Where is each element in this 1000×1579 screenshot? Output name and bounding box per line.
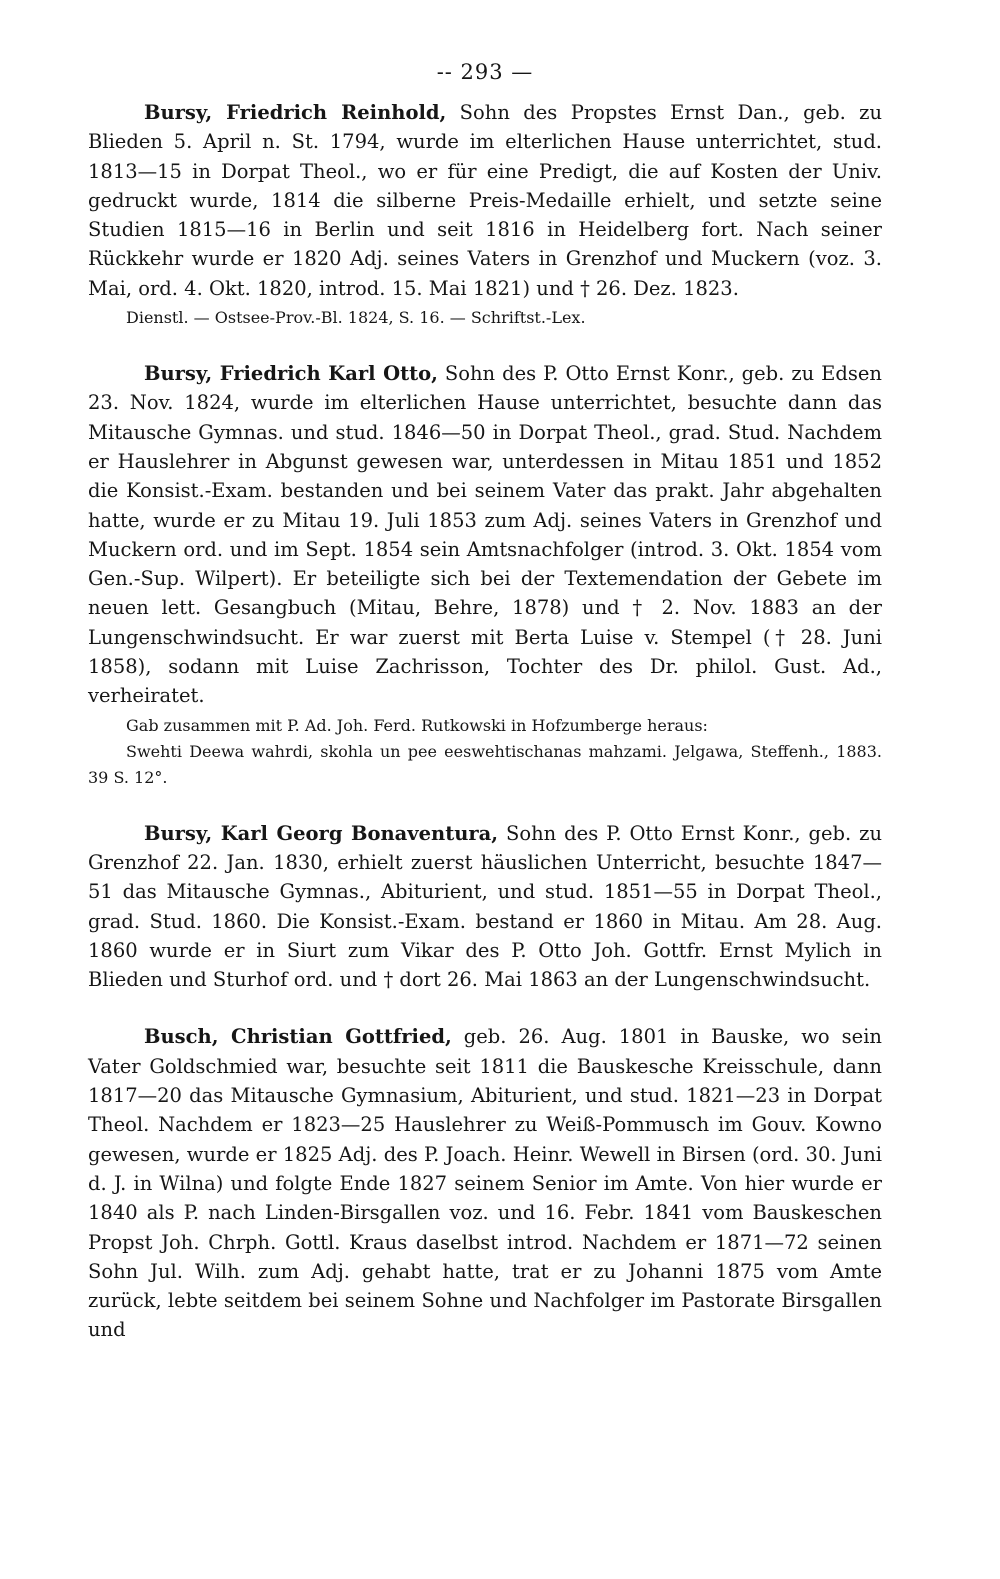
entry-bursy-karl-georg-bonaventura — [88, 819, 882, 995]
entry-body — [88, 819, 882, 995]
entry-busch-christian-gottfried — [88, 1022, 882, 1344]
entry-notes — [88, 713, 882, 791]
entry-bursy-friedrich-reinhold — [88, 98, 882, 331]
entry-notes — [88, 305, 882, 331]
entry-body — [88, 1022, 882, 1344]
entry-text: Sohn des P. Otto Ernst Konr., geb. zu Edsen 23. Nov. 1824, wurde im elterlichen Hause unterrichtet, besuchte dann das Mitausche Gymnas. und stud. 1846—50 in Dorpat Theol., grad. Stud. Nachdem er Hauslehrer in Abgunst gewesen war, unterdessen in Mitau 1851 und 1852 die Konsist.-Exam. bestanden und bei seinem Vater das prakt. Jahr abgehalten hatte, wurde er zu Mitau 19. Juli 1853 zum Adj. seines Vaters in Grenzhof und Muckern ord. und im Sept. 1854 sein Amtsnachfolger (introd. 3. Okt. 1854 vom Gen.-Sup. Wilpert). Er beteiligte sich bei der Textemendation der Gebete im neuen lett. Gesangbuch (Mitau, Behre, 1878) und † 2. Nov. 1883 an der Lungenschwindsucht. Er war zuerst mit Berta Luise v. Stempel († 28. Juni 1858), sodann mit Luise Zachrisson, Tochter des Dr. philol. Gust. Ad., verheiratet. — [88, 362, 882, 708]
entry-text: Sohn des P. Otto Ernst Konr., geb. zu Grenzhof 22. Jan. 1830, erhielt zuerst häuslichen Unterricht, besuchte 1847—51 das Mitausche Gymnas., Abiturient, und stud. 1851—55 in Dorpat Theol., grad. Stud. 1860. Die Konsist.-Exam. bestand er 1860 in Mitau. Am 28. Aug. 1860 wurde er in Siurt zum Vikar des P. Otto Joh. Gottfr. Ernst Mylich in Blieden und Sturhof ord. und † dort 26. Mai 1863 an der Lungenschwindsucht. — [88, 821, 883, 992]
note-line: Dienstl. — Ostsee-Prov.-Bl. 1824, S. 16. — Schriftst.-Lex. — [126, 308, 586, 328]
page-number: -- 293 — — [436, 60, 534, 84]
entry-bursy-friedrich-karl-otto — [88, 359, 882, 791]
entry-text: geb. 26. Aug. 1801 in Bauske, wo sein Vater Goldschmied war, besuchte seit 1811 die Bauskesche Kreisschule, dann 1817—20 das Mitausche Gymnasium, Abiturient, und stud. 1821—23 in Dorpat Theol. Nachdem er 1823—25 Hauslehrer zu Weiß-Pommusch im Gouv. Kowno gewesen, wurde er 1825 Adj. des P. Joach. Heinr. Wewell in Birsen (ord. 30. Juni d. J. in Wilna) und folgte Ende 1827 seinem Senior im Amte. Von hier wurde er 1840 als P. nach Linden-Birsgallen voz. und 16. Febr. 1841 vom Bauskeschen Propst Joh. Chrph. Gottl. Kraus daselbst introd. Nachdem er 1871—72 seinen Sohn Jul. Wilh. zum Adj. gehabt hatte, trat er zu Johanni 1875 vom Amte zurück, lebte seitdem bei seinem Sohne und Nachfolger im Pastorate Birsgallen und — [88, 1025, 882, 1342]
note-line: Gab zusammen mit P. Ad. Joh. Ferd. Rutkowski in Hofzumberge heraus: — [126, 715, 708, 735]
entry-body — [88, 359, 882, 711]
entry-name: Bursy, Friedrich Karl Otto, — [144, 362, 438, 386]
note-line: Swehti Deewa wahrdi, skohla un pee eeswehtischanas mahzami. Jelgawa, Steffenh., 1883. 39 S. 12°. — [88, 741, 882, 787]
entry-body — [88, 98, 882, 303]
entry-name: Bursy, Friedrich Reinhold, — [144, 101, 447, 124]
entry-name: Busch, Christian Gottfried, — [144, 1025, 452, 1049]
entry-text: Sohn des Propstes Ernst Dan., geb. zu Blieden 5. April n. St. 1794, wurde im elterlichen Hause unterrichtet, stud. 1813—15 in Dorpat Theol., wo er für eine Predigt, die auf Kosten der Univ. gedruckt wurde, 1814 die silberne Preis-Medaille erhielt, und setzte seine Studien 1815—16 in Berlin und seit 1816 in Heidelberg fort. Nach seiner Rückkehr wurde er 1820 Adj. seines Vaters in Grenzhof und Muckern (voz. 3. Mai, ord. 4. Okt. 1820, introd. 15. Mai 1821) und † 26. Dez. 1823. — [88, 101, 882, 300]
entry-name: Bursy, Karl Georg Bonaventura, — [144, 821, 499, 845]
